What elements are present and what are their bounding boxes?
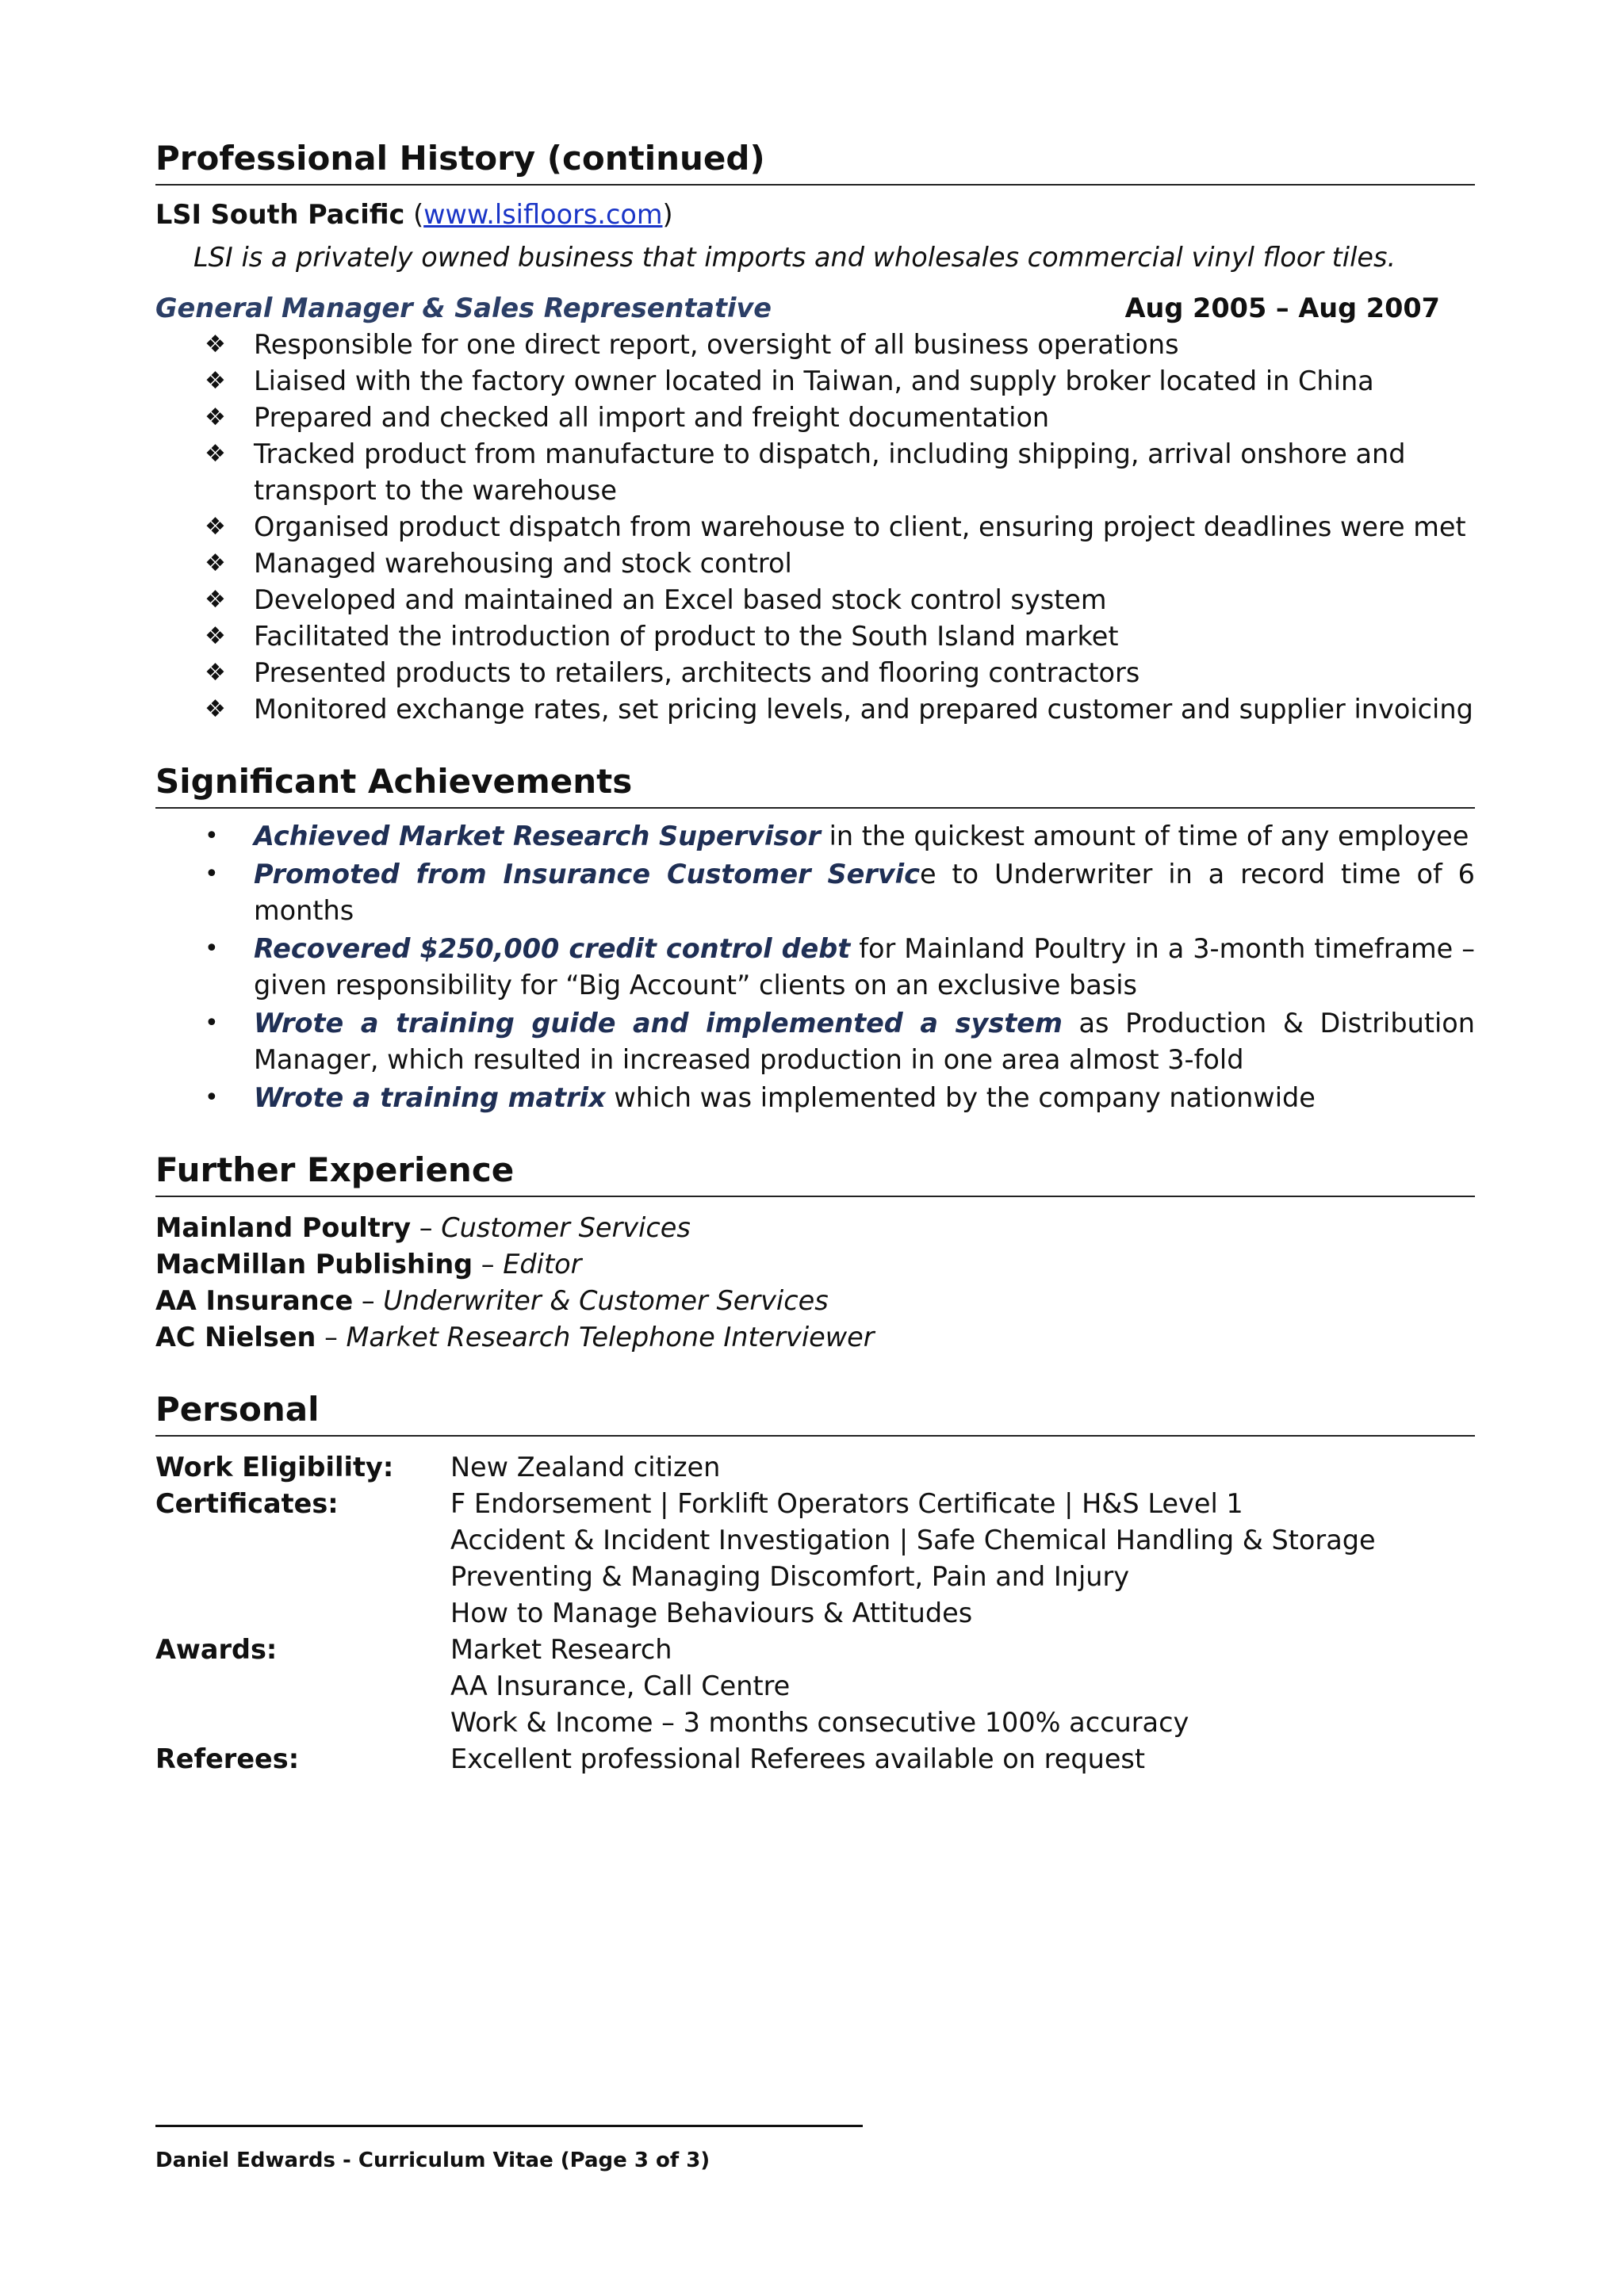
experience-company: Mainland Poultry [155, 1212, 412, 1243]
personal-label [155, 1595, 450, 1632]
experience-item [155, 1210, 1475, 1246]
experience-company: AA Insurance [155, 1285, 354, 1316]
personal-row [155, 1486, 1475, 1522]
achievement-item [155, 1005, 1475, 1078]
responsibility-item [155, 618, 1475, 655]
diamond-bullet-icon: ❖ [205, 586, 226, 614]
responsibility-text: Facilitated the introduction of product to the South Island market [254, 621, 1119, 652]
personal-value: How to Manage Behaviours & Attitudes [450, 1598, 973, 1628]
diamond-bullet-icon: ❖ [205, 331, 226, 358]
diamond-bullet-icon: ❖ [205, 549, 226, 577]
experience-role: Editor [503, 1249, 582, 1280]
diamond-bullet-icon: ❖ [205, 404, 226, 431]
personal-value: F Endorsement | Forklift Operators Certificate | H&S Level 1 [450, 1488, 1243, 1519]
experience-company: AC Nielsen [155, 1322, 316, 1353]
experience-separator: – [411, 1212, 442, 1243]
bullet-dot-icon: • [205, 822, 219, 850]
experience-separator: – [353, 1285, 384, 1316]
responsibility-item [155, 400, 1475, 436]
bullet-dot-icon: • [205, 860, 219, 888]
personal-label: Work Eligibility: [155, 1452, 394, 1483]
section-title-professional-history: Professional History (continued) [155, 136, 1475, 186]
experience-role: Market Research Telephone Interviewer [346, 1322, 875, 1353]
company-name: LSI South Pacific [155, 199, 405, 230]
personal-value: Preventing & Managing Discomfort, Pain and Injury [450, 1561, 1130, 1592]
personal-label: Certificates: [155, 1488, 339, 1519]
further-experience-section [155, 1148, 1475, 1356]
responsibility-item [155, 545, 1475, 582]
responsibility-text: Monitored exchange rates, set pricing levels, and prepared customer and supplier invoicing [254, 694, 1473, 725]
responsibility-text: Responsible for one direct report, oversight of all business operations [254, 329, 1179, 360]
achievement-detail: in the quickest amount of time of any employee [820, 821, 1469, 851]
personal-value: Accident & Incident Investigation | Safe Chemical Handling & Storage [450, 1525, 1376, 1556]
company-line [155, 197, 1475, 233]
achievement-detail: as Production & Distribution Manager, which resulted in increased production in one area almost 3-fold [254, 1008, 1475, 1075]
company-website-link[interactable]: www.lsifloors.com [423, 199, 663, 230]
achievement-item [155, 1080, 1475, 1116]
responsibility-item [155, 509, 1475, 545]
personal-label: Referees: [155, 1743, 300, 1774]
company-description: LSI is a privately owned business that imports and wholesales commercial vinyl floor tiles. [193, 242, 1396, 273]
achievement-detail: which was implemented by the company nationwide [605, 1082, 1316, 1113]
achievement-list [155, 818, 1475, 1116]
personal-value: Excellent professional Referees available on request [450, 1743, 1146, 1774]
personal-row [155, 1522, 1475, 1559]
experience-role: Customer Services [441, 1212, 691, 1243]
experience-separator: – [473, 1249, 504, 1280]
personal-label [155, 1559, 450, 1595]
role-row [155, 290, 1475, 327]
personal-table [155, 1449, 1475, 1777]
bullet-dot-icon: • [205, 1009, 219, 1037]
achievement-lead: Recovered $250,000 credit control debt [254, 933, 851, 964]
responsibility-item [155, 436, 1475, 509]
diamond-bullet-icon: ❖ [205, 659, 226, 687]
personal-row [155, 1632, 1475, 1668]
bullet-dot-icon: • [205, 1084, 219, 1112]
personal-row [155, 1668, 1475, 1705]
link-open-paren: ( [413, 199, 424, 230]
personal-row [155, 1449, 1475, 1486]
achievement-detail: for Mainland Poultry in a 3-month timeframe – given responsibility for “Big Account” clients on an exclusive basis [254, 933, 1475, 1001]
experience-item [155, 1246, 1475, 1283]
experience-item [155, 1319, 1475, 1356]
personal-row [155, 1705, 1475, 1741]
experience-separator: – [316, 1322, 347, 1353]
footer-text: Daniel Edwards - Curriculum Vitae (Page 3 of 3) [155, 2149, 710, 2172]
link-close-paren: ) [662, 199, 673, 230]
responsibility-item [155, 691, 1475, 728]
achievement-lead: Wrote a training guide and implemented a system [254, 1008, 1063, 1039]
achievement-item [155, 818, 1475, 855]
section-title-achievements: Significant Achievements [155, 760, 1475, 809]
responsibility-item [155, 363, 1475, 400]
responsibility-text: Organised product dispatch from warehouse to client, ensuring project deadlines were met [254, 511, 1466, 542]
role-title: General Manager & Sales Representative [155, 293, 772, 323]
personal-label [155, 1668, 450, 1705]
achievement-lead: Achieved Market Research Supervisor [254, 821, 821, 851]
achievement-lead: Wrote a training matrix [254, 1082, 606, 1113]
diamond-bullet-icon: ❖ [205, 440, 226, 468]
role-dates: Aug 2005 – Aug 2007 [1124, 293, 1440, 323]
diamond-bullet-icon: ❖ [205, 695, 226, 723]
personal-value: AA Insurance, Call Centre [450, 1670, 791, 1701]
responsibility-item [155, 582, 1475, 618]
responsibility-text: Developed and maintained an Excel based stock control system [254, 584, 1107, 615]
personal-row [155, 1559, 1475, 1595]
bullet-dot-icon: • [205, 935, 219, 962]
achievements-section [155, 760, 1475, 1116]
responsibility-text: Prepared and checked all import and freight documentation [254, 402, 1050, 433]
experience-item [155, 1283, 1475, 1319]
responsibility-text: Managed warehousing and stock control [254, 548, 792, 579]
section-title-personal: Personal [155, 1387, 1475, 1437]
diamond-bullet-icon: ❖ [205, 622, 226, 650]
experience-company: MacMillan Publishing [155, 1249, 473, 1280]
professional-history-section [155, 136, 1475, 728]
footer-rule [155, 2125, 863, 2127]
responsibility-item [155, 655, 1475, 691]
personal-label: Awards: [155, 1634, 278, 1665]
personal-value: Market Research [450, 1634, 672, 1665]
experience-list [155, 1210, 1475, 1356]
achievement-lead: Promoted from Insurance Customer Servic [254, 859, 921, 890]
diamond-bullet-icon: ❖ [205, 513, 226, 541]
responsibility-text: Presented products to retailers, architects and flooring contractors [254, 657, 1140, 688]
personal-label [155, 1522, 450, 1559]
responsibility-item [155, 327, 1475, 363]
personal-value: New Zealand citizen [450, 1452, 721, 1483]
achievement-item [155, 931, 1475, 1004]
experience-role: Underwriter & Customer Services [383, 1285, 829, 1316]
responsibility-text: Tracked product from manufacture to dispatch, including shipping, arrival onshore and transport to the warehouse [254, 438, 1406, 506]
personal-row [155, 1595, 1475, 1632]
personal-value: Work & Income – 3 months consecutive 100% accuracy [450, 1707, 1189, 1738]
personal-row [155, 1741, 1475, 1777]
personal-section [155, 1387, 1475, 1777]
achievement-item [155, 856, 1475, 929]
responsibility-text: Liaised with the factory owner located in Taiwan, and supply broker located in China [254, 365, 1374, 396]
achievement-detail: e to Underwriter in a record time of 6 months [254, 859, 1475, 926]
cv-page [155, 136, 1475, 1809]
personal-label [155, 1705, 450, 1741]
diamond-bullet-icon: ❖ [205, 367, 226, 395]
responsibility-list [155, 327, 1475, 728]
section-title-further-experience: Further Experience [155, 1148, 1475, 1197]
